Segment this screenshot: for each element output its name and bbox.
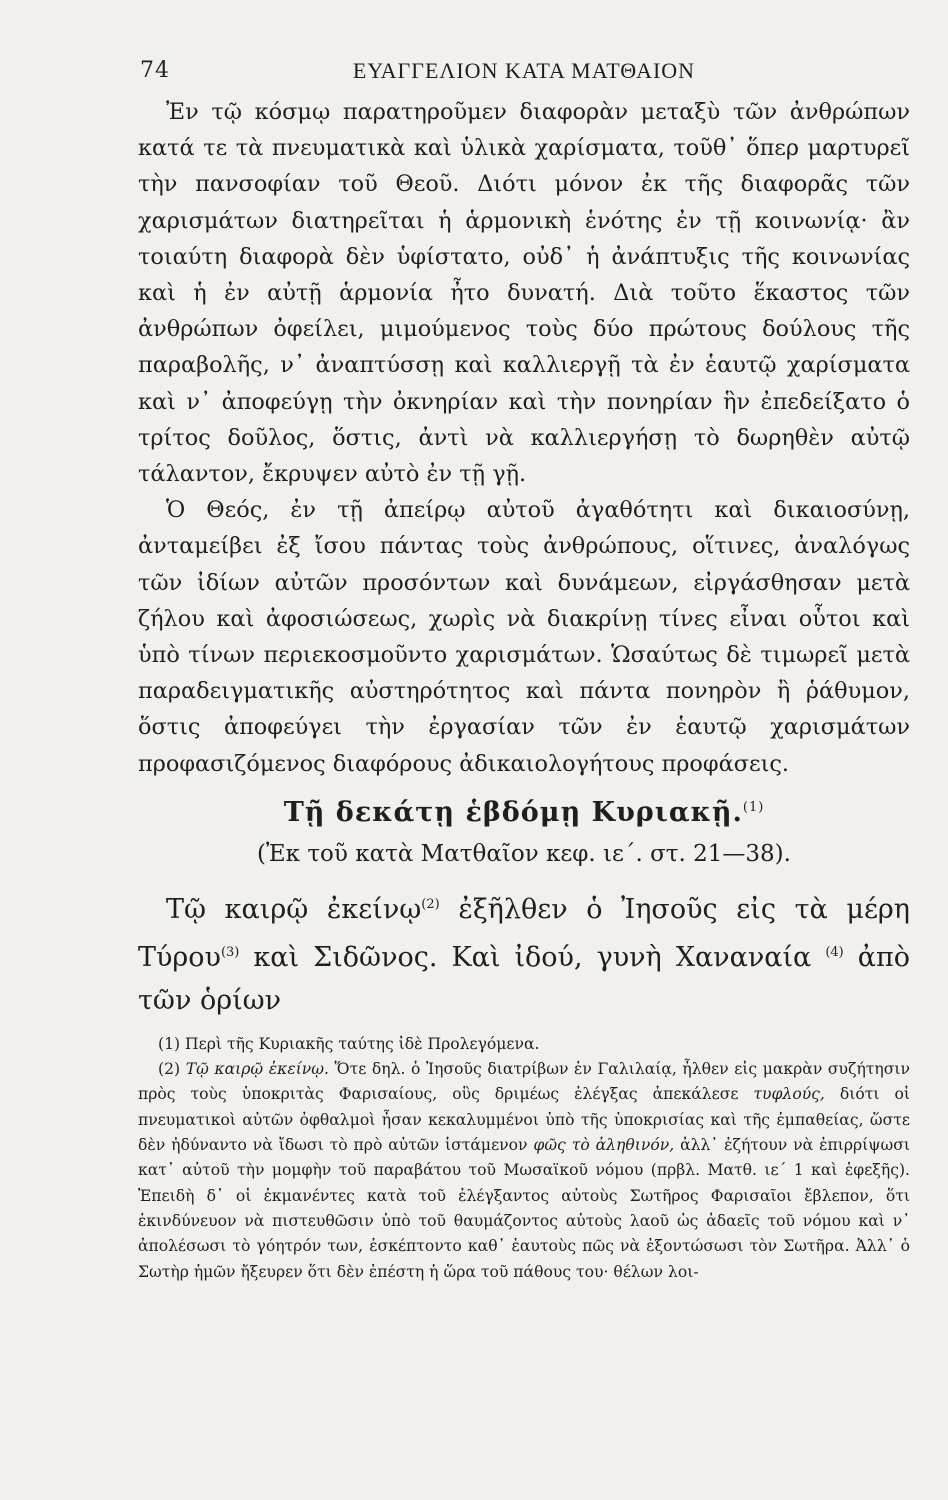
gospel-text	[138, 883, 910, 1022]
gospel-text-part: καὶ Σιδῶνος. Καὶ ἰδού, γυνὴ Χαναναία	[239, 941, 826, 973]
footnote-2	[138, 1057, 910, 1285]
footnote-lemma: Τῷ καιρῷ ἐκείνῳ.	[185, 1060, 329, 1079]
page-header	[138, 58, 910, 94]
section-title-text: Τῇ δεκάτῃ ἑβδόμῃ Κυριακῇ.	[283, 796, 743, 828]
scripture-reference: (Ἐκ τοῦ κατὰ Ματθαῖον κεφ. ιε΄. στ. 21—38).	[257, 840, 791, 867]
book-page	[138, 58, 910, 1285]
footnote-italic: τυφλούς,	[753, 1085, 825, 1104]
running-title: ΕΥΑΓΓΕΛΙΟΝ ΚΑΤΑ ΜΑΤΘΑΙΟΝ	[352, 58, 696, 83]
gospel-text-part: ἐξῆλθεν ὁ Ἰησοῦς εἰς τὰ μέρη Τύρου	[138, 893, 910, 973]
paragraph: Ὁ Θεός, ἐν τῇ ἀπείρῳ αὐτοῦ ἀγαθότητι καὶ δικαιοσύνῃ, ἀνταμείβει ἐξ ἴσου πάντας τοὺς ἀνθρώπους, οἵτινες, ἀναλόγως τῶν ἰδίων αὐτῶν προσόντων καὶ δυνάμεων, εἰργάσθησαν μετὰ ζήλου καὶ ἀφοσιώσεως, χωρὶς νὰ διακρίνῃ τίνες εἶναι οὗτοι καὶ ὑπὸ τίνων περιεκοσμοῦντο χαρισμάτων. Ὡσαύτως δὲ τιμωρεῖ μετὰ παραδειγματικῆς αὐστηρότητος καὶ πάντα πονηρὸν ἢ ῥάθυμον, ὅστις ἀποφεύγει τὴν ἐργασίαν τῶν ἐν ἑαυτῷ χαρισμάτων προφασιζόμενος διαφόρους ἀδικαιολογήτους προφάσεις.	[138, 497, 910, 777]
section-title	[138, 788, 910, 833]
footnote-mark: (1)	[742, 799, 765, 815]
footnote-mark: (2)	[421, 896, 440, 912]
footnote-text-part: Ὅτε δηλ. ὁ Ἰησοῦς διατρίβων ἐν Γαλιλαίᾳ, ἦλθεν εἰς μακρὰν συζήτησιν πρὸς τοὺς ὑποκριτὰς Φαρισαίους, οὓς δριμέως ἐλέγξας ἀπεκάλεσε	[138, 1060, 911, 1104]
gospel-text-part: ἀπὸ τῶν ὁρίων	[138, 941, 910, 1016]
footnotes	[138, 1032, 910, 1285]
footnote-italic: φῶς τὸ ἀληθινόν,	[533, 1136, 675, 1155]
footnote-1: (1) Περὶ τῆς Κυριακῆς ταύτης ἰδὲ Προλεγόμενα.	[158, 1034, 540, 1053]
footnote-mark: (4)	[825, 944, 844, 960]
footnote-text-part: διότι οἱ πνευματικοὶ αὐτῶν ὀφθαλμοὶ ἦσαν κεκαλυμμένοι ὑπὸ τῆς ὑποκρισίας καὶ τῆς ἐμπαθείας, ὥστε δὲν ἠδύναντο νὰ ἴδωσι τὸ πρὸ αὐτῶν ἱστάμενον	[138, 1085, 910, 1155]
gospel-paragraph	[138, 883, 910, 1022]
footnote-text-part: ἀλλ᾽ ἐζήτουν νὰ ἐπιρρίψωσι κατ᾽ αὐτοῦ τὴν μομφὴν τοῦ παραβάτου τοῦ Μωσαϊκοῦ νόμου (πρβλ. Ματθ. ιε΄ 1 καὶ ἑφεξῆς). Ἐπειδὴ δ᾽ οἱ ἐκμανέντες κατὰ τοῦ ἐλέγξαντος αὐτοὺς Σωτῆρος Φαρισαῖοι ἔβλεπον, ὅτι ἐκινδύνευον νὰ πιστευθῶσιν ὑπὸ τοῦ θαυμάζοντος αὐτοὺς λαοῦ ὡς ἀδαεῖς τοῦ νόμου καὶ ν᾽ ἀπολέσωσι τὸ γόητρόν των, ἐσκέπτοντο καθ᾽ ἑαυτοὺς πῶς νὰ ἐξοντώσωσι τὸν Σωτῆρα. Ἀλλ᾽ ὁ Σωτὴρ ἡμῶν ἤξευρεν ὅτι δὲν ἐπέστη ἡ ὥρα τοῦ πάθους του· θέλων λοι-	[138, 1136, 910, 1281]
paragraph: Ἐν τῷ κόσμῳ παρατηροῦμεν διαφορὰν μεταξὺ τῶν ἀνθρώπων κατά τε τὰ πνευματικὰ καὶ ὑλικὰ χαρίσματα, τοῦθ᾽ ὅπερ μαρτυρεῖ τὴν πανσοφίαν τοῦ Θεοῦ. Διότι μόνον ἐκ τῆς διαφορᾶς τῶν χαρισμάτων διατηρεῖται ἡ ἁρμονικὴ ἑνότης ἐν τῇ κοινωνίᾳ· ἂν τοιαύτη διαφορὰ δὲν ὑφίστατο, οὐδ᾽ ἡ ἀνάπτυξις τῆς κοινωνίας καὶ ἡ ἐν αὐτῇ ἁρμονία ἦτο δυνατή. Διὰ τοῦτο ἕκαστος τῶν ἀνθρώπων ὀφείλει, μιμούμενος τοὺς δύο πρώτους δούλους τῆς παραβολῆς, ν᾽ ἀναπτύσσῃ καὶ καλλιεργῇ τὰ ἐν ἑαυτῷ χαρίσματα καὶ ν᾽ ἀποφεύγῃ τὴν ὀκνηρίαν καὶ τὴν πονηρίαν ἣν ἐπεδείξατο ὁ τρίτος δοῦλος, ὅστις, ἀντὶ νὰ καλλιεργήσῃ τὸ δωρηθὲν αὐτῷ τάλαντον, ἔκρυψεν αὐτὸ ἐν τῇ γῇ.	[138, 99, 910, 488]
footnote-mark: (3)	[220, 944, 240, 960]
footnote-number: (2)	[158, 1060, 186, 1079]
gospel-text-part: Τῷ καιρῷ ἐκείνῳ	[166, 893, 422, 925]
page-number: 74	[140, 58, 170, 83]
commentary-text	[138, 94, 910, 782]
